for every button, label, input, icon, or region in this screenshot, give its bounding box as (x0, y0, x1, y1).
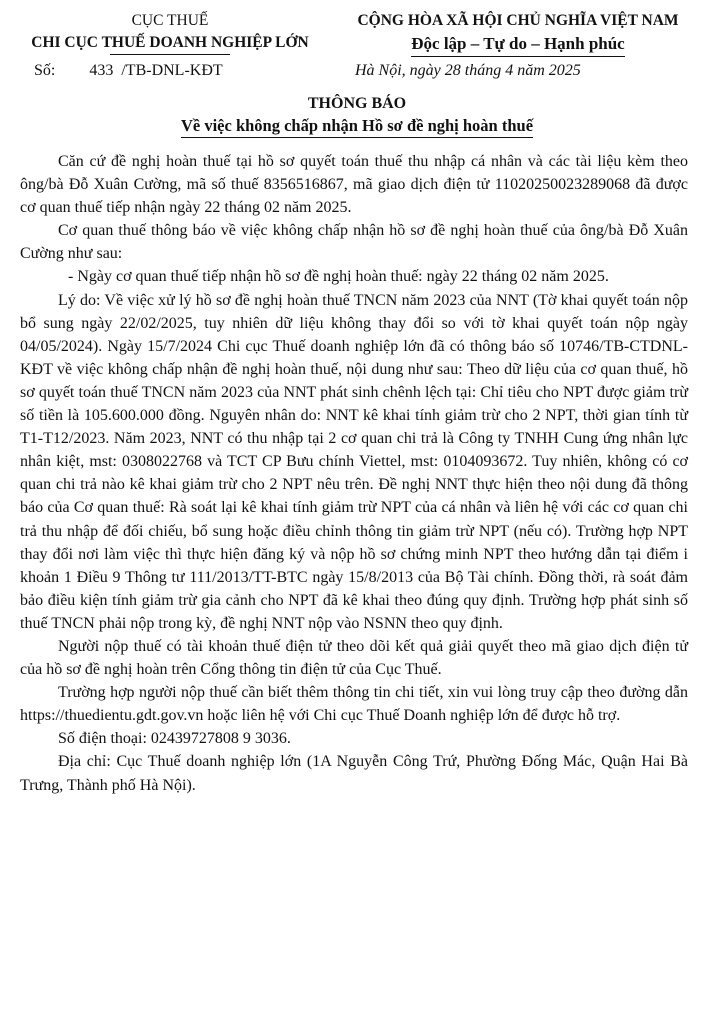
title-block (0, 93, 714, 138)
paragraph-address: Địa chỉ: Cục Thuế doanh nghiệp lớn (1A Nguyễn Công Trứ, Phường Đống Mác, Quận Hai Bà Trưng, Thành phố Hà Nội). (20, 753, 688, 794)
document-subtitle: Về việc không chấp nhận Hồ sơ đề nghị hoàn thuế (181, 115, 533, 138)
national-motto: Độc lập – Tự do – Hạnh phúc (411, 32, 624, 57)
paragraph-reason: Lý do: Về việc xử lý hồ sơ đề nghị hoàn thuế TNCN năm 2023 của NNT (Tờ khai quyết toán nộp bổ sung ngày 22/02/2025, tuy nhiên dữ liệu không thay đổi so với tờ khai quyết toán nộp ngày 04/05/2024). Ngày 15/7/2024 Chi cục Thuế doanh nghiệp lớn đã có thông báo số 10746/TB-CTDNL-KĐT về việc không chấp nhận đề nghị hoàn thuế, nội dung như sau: Theo dữ liệu của cơ quan thuế, hồ sơ quyết toán thuế TNCN năm 2023 của NNT phát sinh chênh lệch tại: Chỉ tiêu cho NPT được giảm trừ số tiền là 105.600.000 đồng. Nguyên nhân do: NNT kê khai tính giảm trừ cho 2 NPT, thời gian tính từ T1-T12/2023. Năm 2023, NNT có thu nhập tại 2 cơ quan chi trả là Công ty TNHH Cung ứng nhân lực nhân kiệt, mst: 0308022768 và TCT CP Bưu chính Viettel, mst: 0104093672. Tuy nhiên, không có cơ quan chi trả nào kê khai giảm trừ cho 2 NPT nêu trên. Đề nghị NNT thực hiện theo nội dung đã thông báo của Cơ quan thuế: Rà soát lại kê khai tính giảm trừ NPT của cá nhân và liên hệ với các cơ quan chi trả thu nhập để đối chiếu, bổ sung hoặc điều chỉnh thông tin giảm trừ NPT (nếu có). Trường hợp NPT thay đổi nơi làm việc thì thực hiện đăng ký và nộp hồ sơ chứng minh NPT theo hướng dẫn tại điểm i khoản 1 Điều 9 Thông tư 111/2013/TT-BTC ngày 15/8/2013 của Bộ Tài chính. Đồng thời, rà soát đảm bảo điều kiện tính giảm trừ gia cảnh cho NPT đã kê khai theo đúng quy định. Trường hợp phát sinh số thuế TNCN phải nộp trong kỳ, đề nghị NNT nộp vào NSNN theo quy định. (20, 291, 688, 632)
doc-number-label: Số: (34, 62, 56, 79)
paragraph-receipt-date: - Ngày cơ quan thuế tiếp nhận hồ sơ đề nghị hoàn thuế: ngày 22 tháng 02 năm 2025. (68, 268, 609, 286)
agency-underline (110, 54, 230, 55)
paragraph-contact-info: Trường hợp người nộp thuế cần biết thêm thông tin chi tiết, xin vui lòng truy cập theo đường dẫn https://thuedientu.gdt.gov.vn hoặc liên hệ với Chi cục Thuế Doanh nghiệp lớn để được hỗ trợ. (20, 684, 688, 725)
parent-agency: CỤC THUẾ (131, 12, 209, 29)
issue-date: Hà Nội, ngày 28 tháng 4 năm 2025 (355, 62, 581, 79)
national-title: CỘNG HÒA XÃ HỘI CHỦ NGHĨA VIỆT NAM (357, 12, 679, 29)
national-header-block (318, 10, 714, 57)
document-body (20, 150, 688, 797)
paragraph-notice: Cơ quan thuế thông báo về việc không chấp nhận hồ sơ đề nghị hoàn thuế của ông/bà Đỗ Xuân Cường như sau: (20, 222, 688, 263)
paragraph-phone: Số điện thoại: 02439727808 9 3036. (58, 730, 291, 748)
document-number (34, 60, 223, 82)
paragraph-basis: Căn cứ đề nghị hoàn thuế tại hồ sơ quyết toán thuế thu nhập cá nhân và các tài liệu kèm theo ông/bà Đỗ Xuân Cường, mã số thuế 8356516867, mã giao dịch điện tử 11020250023289068 đã được cơ quan thuế tiếp nhận ngày 22 tháng 02 năm 2025. (20, 153, 688, 217)
paragraph-tracking: Người nộp thuế có tài khoản thuế điện tử theo dõi kết quả giải quyết theo mã giao dịch điện tử của hồ sơ đề nghị hoàn trên Cổng thông tin điện tử của Cục Thuế. (20, 637, 688, 679)
issuing-department: CHI CỤC THUẾ DOANH NGHIỆP LỚN (31, 34, 309, 51)
doc-number-code: /TB-DNL-KĐT (121, 62, 223, 79)
document-title: THÔNG BÁO (307, 95, 407, 112)
issuing-agency-block (10, 10, 330, 55)
doc-number-value: 433 (89, 62, 114, 79)
